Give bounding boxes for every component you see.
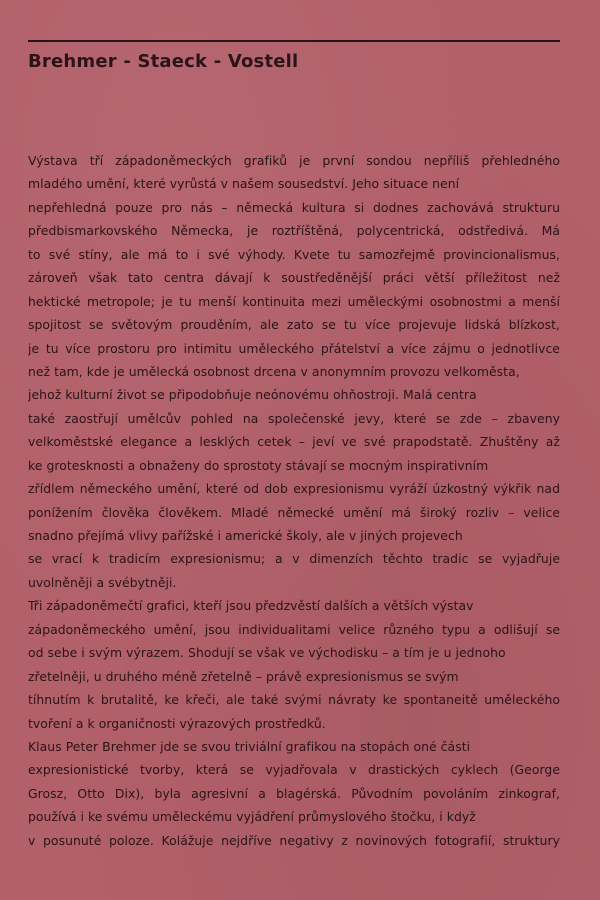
text-line: Výstava tří západoněmeckých grafiků je první sondou nepříliš přehledného (28, 153, 560, 168)
top-rule (28, 40, 560, 42)
text-line: Klaus Peter Brehmer jde se svou triviální grafikou na stopách oné části (28, 738, 471, 754)
text-line: zřetelněji, u druhého méně zřetelně – právě expresionismus se svým (28, 668, 459, 684)
text-line: ponížením člověka člověkem. Mladé německé umění má široký rozliv – velice (28, 504, 560, 520)
document-title: Brehmer - Staeck - Vostell (28, 51, 299, 72)
text-line: tvoření a k organičnosti výrazových prostředků. (28, 715, 326, 731)
text-line: velkoměstské elegance a lesklých cetek – jeví ve své prapodstatě. Zhuštěny až (28, 434, 560, 450)
text-line: zároveň však tato centra dávají k soustředěnější práci větší příležitost než (28, 270, 560, 286)
text-line: západoněmeckého umění, jsou individualitami velice různého typu a odlišují se (28, 621, 560, 637)
text-line: v posunuté poloze. Kolážuje nejdříve negativy z novinových fotografií, struktury (28, 832, 560, 848)
text-line: to své stíny, ale má to i své výhody. Kvete tu samozřejmě provincionalismus, (28, 246, 560, 262)
body-text (28, 149, 560, 852)
text-line: zřídlem německého umění, které od dob expresionismu vyráží úzkostný výkřik nad (28, 481, 560, 497)
text-line: ke grotesknosti a obnaženy do sprostoty stávají se mocným inspirativním (28, 457, 489, 473)
text-line: expresionistické tvorby, která se vyjadřovala v drastických cyklech (George (28, 762, 560, 778)
text-line: snadno přejímá vlivy pařížské i americké školy, ale v jiných projevech (28, 528, 463, 543)
text-line: Grosz, Otto Dix), byla agresivní a blagérská. Původním povoláním zinkograf, (28, 785, 560, 801)
text-line: používá i ke svému uměleckému vyjádření průmyslového štočku, i když (28, 809, 476, 825)
text-line: spojitost se světovým prouděním, ale zato se tu více projevuje lidská blízkost, (28, 317, 560, 333)
text-line: hektické metropole; je tu menší kontinuita mezi uměleckými osobnostmi a menší (28, 293, 560, 309)
text-line: je tu více prostoru pro intimitu uměleckého přátelství a více zájmu o jednotlivce (28, 340, 560, 356)
text-line: Tři západoněmečtí grafici, kteří jsou předzvěstí dalších a větších výstav (28, 598, 474, 614)
text-line: tíhnutím k brutalitě, ke křeči, ale také svými návraty ke spontaneitě uměleckého (28, 692, 560, 708)
text-line: jehož kulturní život se připodobňuje neónovému ohňostroji. Malá centra (28, 387, 477, 403)
text-line: nepřehledná pouze pro nás – německá kultura si dodnes zachovává strukturu (28, 199, 560, 215)
text-line: od sebe i svým výrazem. Shodují se však ve východisku – a tím je u jednoho (28, 645, 506, 661)
text-line: mladého umění, které vyrůstá v našem sousedství. Jeho situace není (28, 176, 460, 192)
text-line: uvolněněji a svébytněji. (28, 574, 177, 590)
text-line: předbismarkovského Německa, je roztříštěná, polycentrická, odstředivá. Má (28, 223, 560, 239)
text-line: než tam, kde je umělecká osobnost drcena v anonymním provozu velkoměsta, (28, 363, 520, 379)
text-line: také zaostřují umělcův pohled na společenské jevy, které se zde – zbaveny (28, 410, 560, 426)
text-line: se vrací k tradicím expresionismu; a v dimenzích těchto tradic se vyjadřuje (28, 551, 560, 567)
